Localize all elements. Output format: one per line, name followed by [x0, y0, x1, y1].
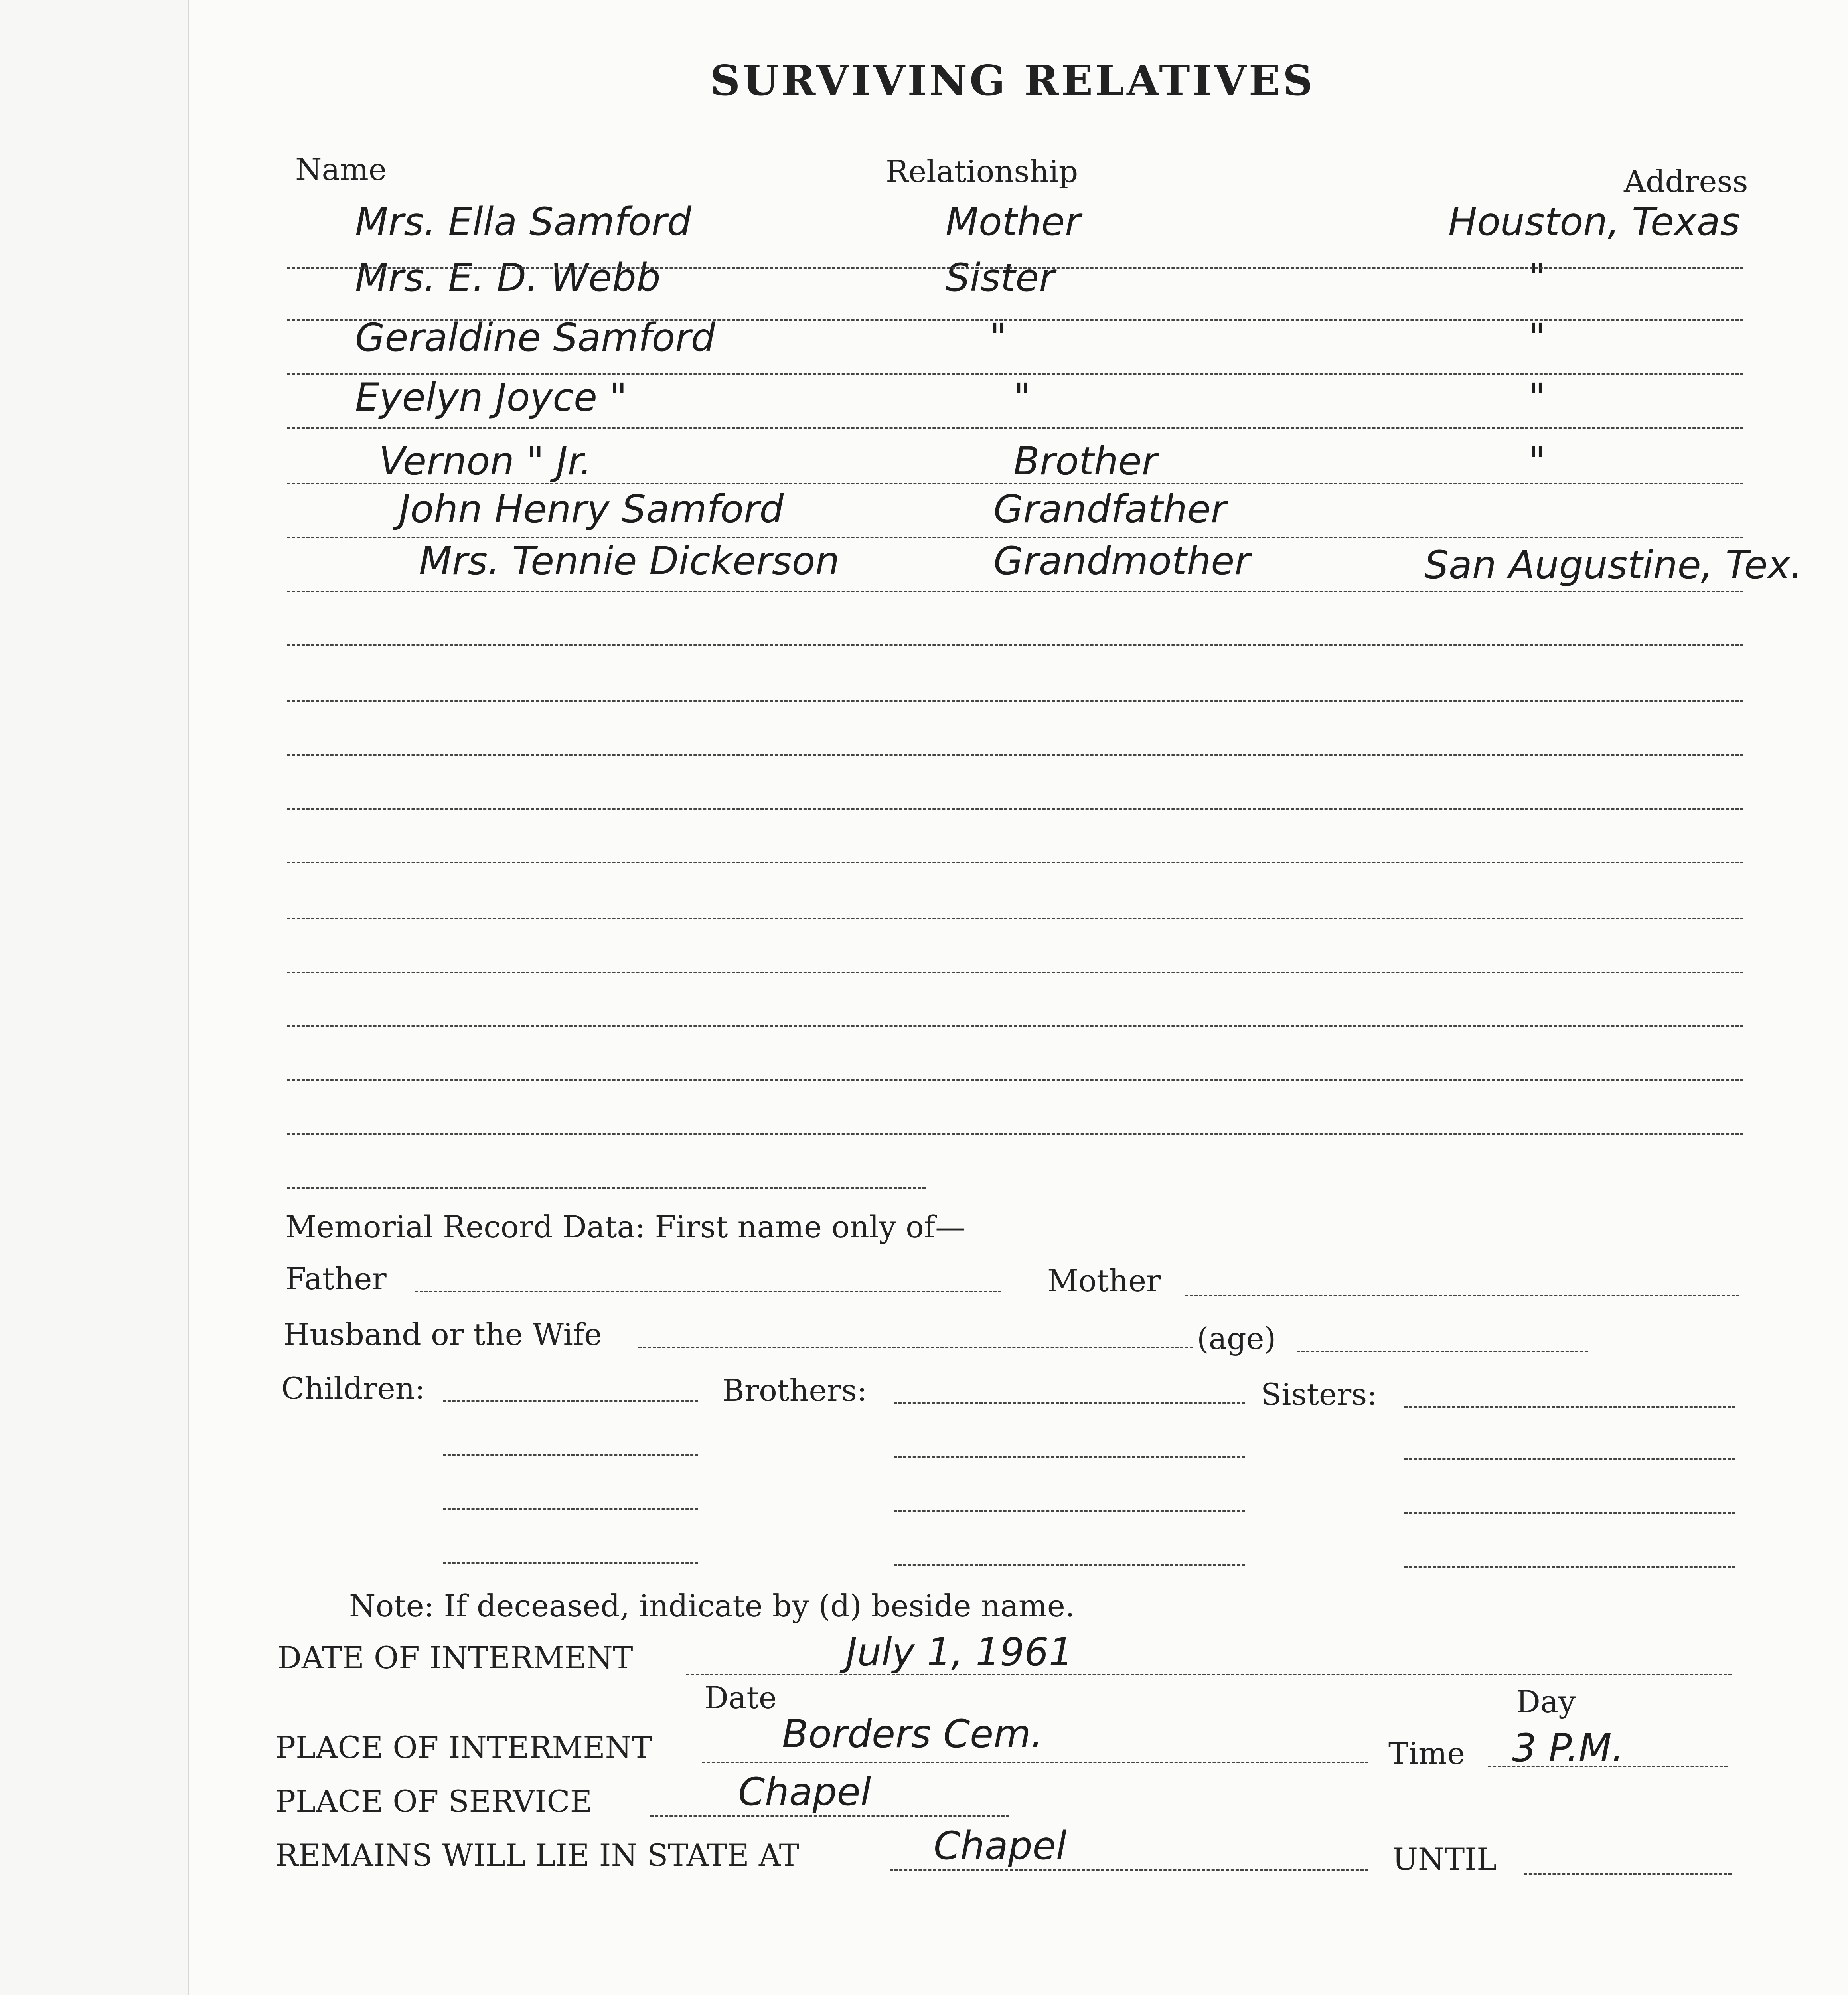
relative-address: San Augustine, Tex.: [1424, 543, 1803, 587]
lie-in-state-label: REMAINS WILL LIE IN STATE AT: [275, 1837, 800, 1873]
relative-address: ": [1528, 255, 1546, 300]
note-text: Note: If deceased, indicate by (d) beside name.: [349, 1588, 1075, 1624]
place-of-interment-field[interactable]: [702, 1762, 1368, 1763]
place-of-interment-value: Borders Cem.: [782, 1712, 1043, 1756]
mother-field[interactable]: [1185, 1295, 1739, 1296]
husband-wife-label: Husband or the Wife: [283, 1317, 602, 1352]
relative-relationship: Mother: [946, 200, 1081, 244]
place-of-service-field[interactable]: [650, 1815, 1009, 1817]
relative-address: ": [1528, 439, 1546, 484]
relative-relationship: ": [989, 315, 1007, 360]
time-value: 3 P.M.: [1512, 1726, 1624, 1770]
day-caption: Day: [1516, 1684, 1576, 1719]
age-field[interactable]: [1297, 1351, 1588, 1352]
form-title: SURVIVING RELATIVES: [710, 56, 1315, 105]
relative-relationship: ": [1013, 375, 1031, 420]
father-label: Father: [285, 1261, 387, 1296]
lie-in-state-value: Chapel: [934, 1823, 1067, 1868]
relative-relationship: Grandmother: [993, 539, 1250, 583]
children-label: Children:: [281, 1371, 425, 1406]
relative-name: Mrs. Ella Samford: [355, 200, 691, 244]
place-of-service-value: Chapel: [738, 1770, 871, 1814]
place-of-interment-label: PLACE OF INTERMENT: [275, 1730, 652, 1765]
until-field[interactable]: [1524, 1873, 1732, 1875]
relative-relationship: Grandfather: [993, 487, 1227, 531]
relative-name: Mrs. Tennie Dickerson: [419, 539, 840, 583]
date-of-interment-label: DATE OF INTERMENT: [277, 1640, 633, 1675]
spouse-field[interactable]: [638, 1347, 1193, 1348]
sisters-label: Sisters:: [1261, 1377, 1377, 1412]
lie-in-state-field[interactable]: [890, 1869, 1368, 1871]
date-of-interment-value: July 1, 1961: [846, 1630, 1073, 1675]
col-name-header: Name: [295, 152, 387, 187]
brothers-label: Brothers:: [722, 1373, 867, 1408]
memorial-record-heading: Memorial Record Data: First name only of—: [285, 1209, 966, 1244]
relative-address: Houston, Texas: [1448, 200, 1740, 244]
father-field[interactable]: [415, 1291, 1001, 1292]
col-address-header: Address: [1624, 164, 1748, 199]
relative-relationship: Brother: [1013, 439, 1158, 484]
relative-name: Geraldine Samford: [355, 315, 715, 360]
date-caption: Date: [704, 1680, 777, 1715]
relative-relationship: Sister: [946, 255, 1055, 300]
relative-address: ": [1528, 315, 1546, 360]
time-label: Time: [1388, 1736, 1465, 1771]
relative-name: Mrs. E. D. Webb: [355, 255, 661, 300]
place-of-service-label: PLACE OF SERVICE: [275, 1784, 592, 1819]
relative-name: John Henry Samford: [399, 487, 784, 531]
relative-name: Vernon " Jr.: [379, 439, 592, 484]
age-label: (age): [1197, 1321, 1276, 1356]
until-label: UNTIL: [1392, 1841, 1497, 1877]
date-of-interment-field[interactable]: [686, 1674, 1732, 1675]
relative-address: ": [1528, 375, 1546, 420]
mother-label: Mother: [1047, 1263, 1161, 1298]
col-relationship-header: Relationship: [886, 154, 1078, 189]
relative-name: Eyelyn Joyce ": [355, 375, 627, 420]
